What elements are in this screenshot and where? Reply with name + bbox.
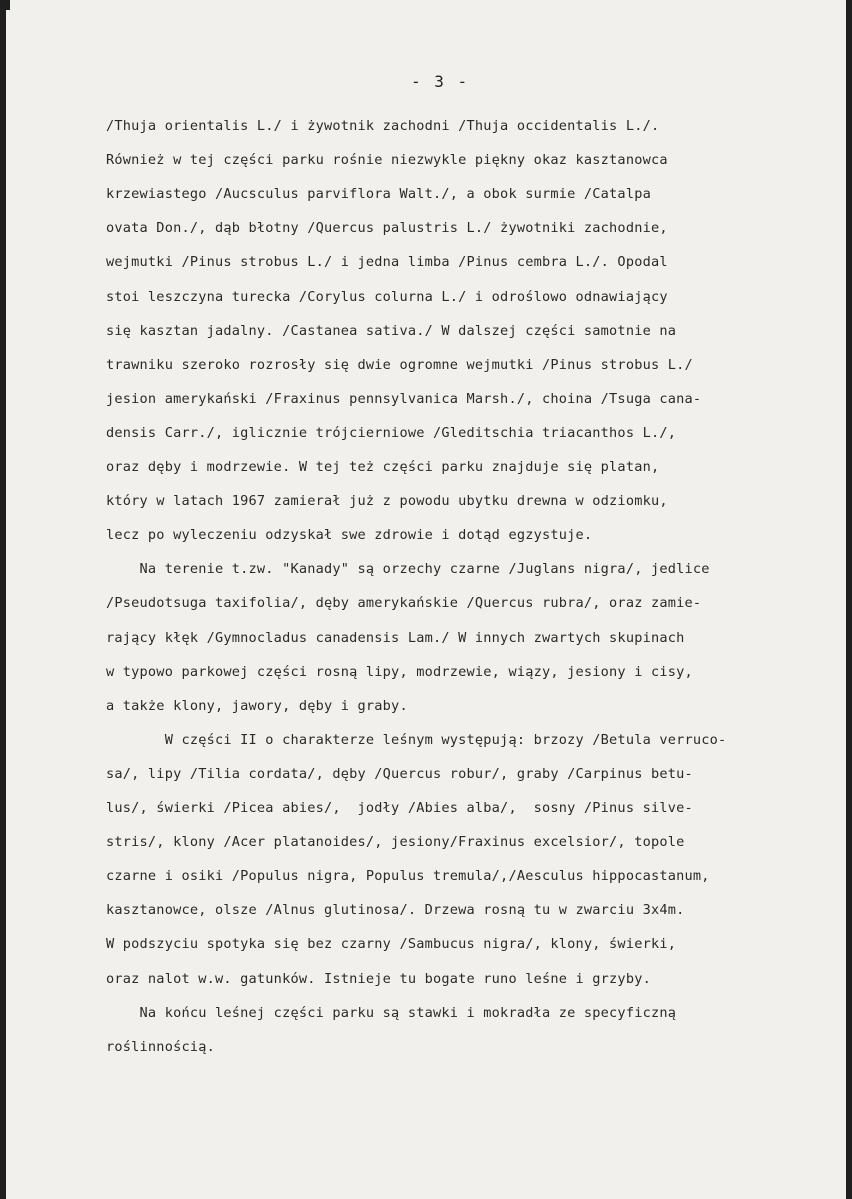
text-line: roślinnością. — [106, 1038, 215, 1055]
text-line: czarne i osiki /Populus nigra, Populus tremula/,/Aesculus hippocastanum, — [106, 868, 710, 885]
text-line: rający kłęk /Gymnocladus canadensis Lam./ W innych zwartych skupinach — [106, 629, 685, 646]
text-line: lecz po wyleczeniu odzyskał swe zdrowie i dotąd egzystuje. — [106, 527, 593, 544]
text-line: trawniku szeroko rozrosły się dwie ogromne wejmutki /Pinus strobus L./ — [106, 356, 693, 373]
text-line: ovata Don./, dąb błotny /Quercus palustris L./ żywotniki zachodnie, — [106, 220, 668, 237]
typewritten-page — [6, 0, 846, 1199]
text-line: Również w tej części parku rośnie niezwykle piękny okaz kasztanowca — [106, 152, 668, 169]
text-line: sa/, lipy /Tilia cordata/, dęby /Quercus robur/, graby /Carpinus betu- — [106, 765, 693, 782]
text-line: oraz nalot w.w. gatunków. Istnieje tu bogate runo leśne i grzyby. — [106, 970, 651, 987]
text-line: oraz dęby i modrzewie. W tej też części parku znajduje się platan, — [106, 459, 660, 475]
text-line: się kasztan jadalny. /Castanea sativa./ W dalszej części samotnie na — [106, 322, 677, 339]
text-line: W podszyciu spotyka się bez czarny /Sambucus nigra/, klony, świerki, — [106, 936, 677, 953]
text-line: w typowo parkowej części rosną lipy, modrzewie, wiązy, jesiony i cisy, — [106, 663, 693, 680]
text-line: kasztanowce, olsze /Alnus glutinosa/. Drzewa rosną tu w zwarciu 3x4m. — [106, 902, 685, 919]
text-line: Na terenie t.zw. "Kanady" są orzechy czarne /Juglans nigra/, jedlice — [106, 561, 710, 578]
text-line: densis Carr./, iglicznie trójcierniowe /Gleditschia triacanthos L./, — [106, 424, 677, 441]
text-line: /Thuja orientalis L./ i żywotnik zachodni /Thuja occidentalis L./. — [106, 118, 660, 134]
text-line: a także klony, jawory, dęby i graby. — [106, 697, 408, 714]
text-line: lus/, świerki /Picea abies/, jodły /Abies alba/, sosny /Pinus silve- — [106, 800, 693, 816]
text-line: stoi leszczyna turecka /Corylus colurna L./ i odroślowo odnawiający — [106, 288, 668, 305]
text-line: jesion amerykański /Fraxinus pennsylvanica Marsh./, choina /Tsuga cana- — [106, 390, 702, 407]
page-number: - 3 - — [411, 72, 470, 91]
text-line: /Pseudotsuga taxifolia/, dęby amerykańskie /Quercus rubra/, oraz zamie- — [106, 595, 702, 612]
text-line: wejmutki /Pinus strobus L./ i jedna limba /Pinus cembra L./. Opodal — [106, 254, 668, 271]
text-line: Na końcu leśnej części parku są stawki i mokradła ze specyficzną — [106, 1004, 677, 1021]
text-line: krzewiastego /Aucsculus parviflora Walt./, a obok surmie /Catalpa — [106, 186, 651, 203]
body-text — [6, 0, 846, 1199]
text-line: który w latach 1967 zamierał już z powodu ubytku drewna w odziomku, — [106, 493, 668, 510]
text-line: stris/, klony /Acer platanoides/, jesiony/Fraxinus excelsior/, topole — [106, 834, 685, 851]
text-line: W części II o charakterze leśnym występują: brzozy /Betula verruco- — [106, 731, 727, 748]
